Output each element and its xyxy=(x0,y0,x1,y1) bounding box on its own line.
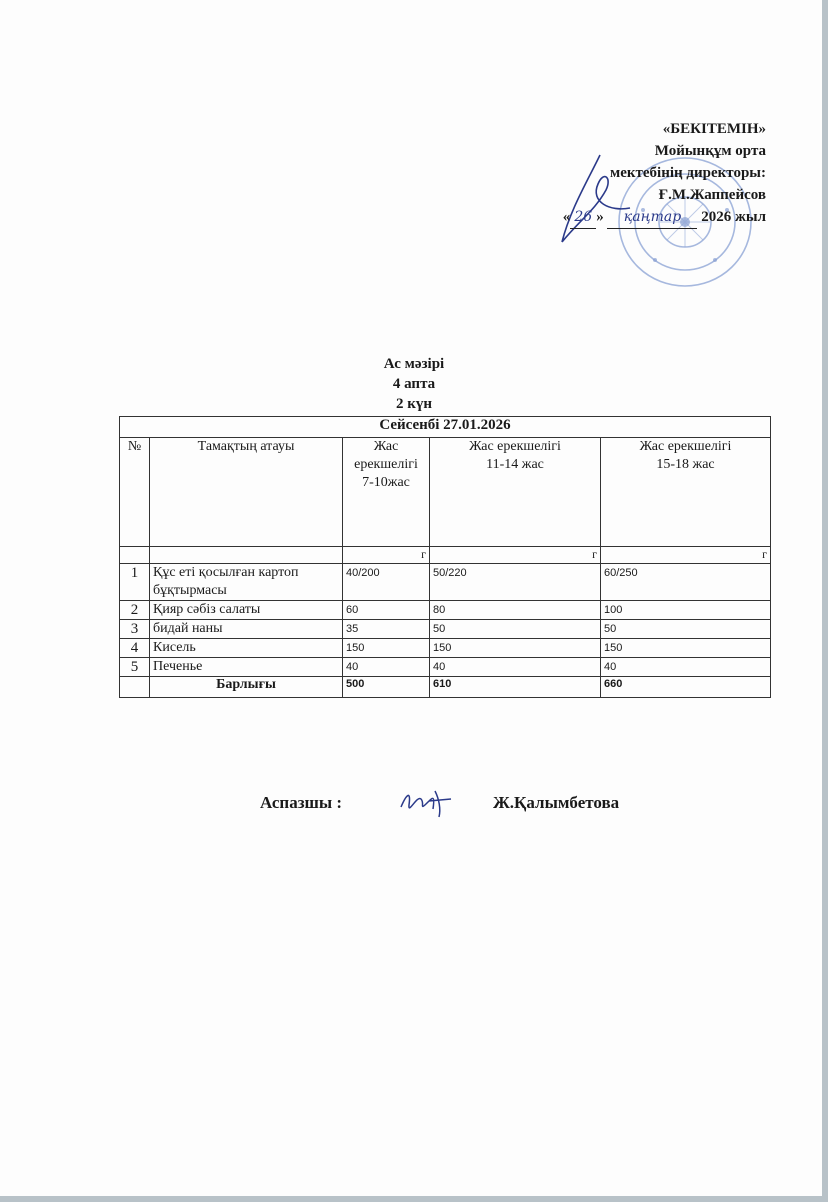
portion-15-18: 100 xyxy=(601,601,771,620)
portion-15-18: 50 xyxy=(601,620,771,639)
cook-signature-block xyxy=(0,785,828,825)
portion-7-10: 35 xyxy=(343,620,430,639)
dish-name: Печенье xyxy=(150,658,343,677)
total-label: Барлығы xyxy=(150,677,343,698)
approval-year: 2026 жыл xyxy=(701,209,766,225)
column-header-dish: Тамақтың атауы xyxy=(150,438,343,547)
portion-11-14: 40 xyxy=(430,658,601,677)
portion-15-18: 150 xyxy=(601,639,771,658)
row-number: 5 xyxy=(120,658,150,677)
approval-date xyxy=(563,206,766,229)
portion-15-18: 60/250 xyxy=(601,564,771,601)
portion-11-14: 50/220 xyxy=(430,564,601,601)
row-number: 1 xyxy=(120,564,150,601)
menu-title xyxy=(0,354,828,414)
close-quote: » xyxy=(596,209,604,225)
total-cell-empty xyxy=(120,677,150,698)
column-header-age-7-10 xyxy=(343,438,430,547)
total-15-18: 660 xyxy=(601,677,771,698)
approval-block xyxy=(563,118,766,229)
table-row xyxy=(120,601,771,620)
portion-11-14: 80 xyxy=(430,601,601,620)
header-line: ерекшелігі xyxy=(354,457,418,472)
unit-cell: г xyxy=(601,547,771,564)
portion-7-10: 60 xyxy=(343,601,430,620)
column-header-age-11-14 xyxy=(430,438,601,547)
table-row xyxy=(120,620,771,639)
total-11-14: 610 xyxy=(430,677,601,698)
title-line-1: Ас мәзірі xyxy=(383,356,445,372)
approval-line-school: Мойынқұм орта xyxy=(654,143,766,159)
approval-month: қаңтар xyxy=(607,206,697,229)
portion-11-14: 150 xyxy=(430,639,601,658)
row-number: 2 xyxy=(120,601,150,620)
approval-line-position: мектебінің директоры: xyxy=(609,165,766,181)
dish-name: Кисель xyxy=(150,639,343,658)
header-line: Жас ерекшелігі xyxy=(639,439,732,454)
table-row xyxy=(120,564,771,601)
unit-cell: г xyxy=(430,547,601,564)
unit-cell-empty xyxy=(150,547,343,564)
dish-name: Құс еті қосылған картоп бұқтырмасы xyxy=(150,564,343,601)
cook-signature xyxy=(395,785,455,819)
approval-day: 26 xyxy=(570,206,596,229)
dish-name: бидай наны xyxy=(150,620,343,639)
day-header: Сейсенбі 27.01.2026 xyxy=(120,417,771,438)
header-line: 11-14 жас xyxy=(486,457,544,472)
dish-name: Қияр сәбіз салаты xyxy=(150,601,343,620)
menu-table xyxy=(119,416,771,698)
unit-cell-empty xyxy=(120,547,150,564)
approval-heading: «БЕКІТЕМІН» xyxy=(662,121,766,137)
header-line: 7-10жас xyxy=(362,475,410,490)
portion-11-14: 50 xyxy=(430,620,601,639)
row-number: 3 xyxy=(120,620,150,639)
header-line: 15-18 жас xyxy=(656,457,715,472)
column-header-age-15-18 xyxy=(601,438,771,547)
total-7-10: 500 xyxy=(343,677,430,698)
table-row xyxy=(120,639,771,658)
header-line: Жас xyxy=(373,439,399,454)
portion-7-10: 40/200 xyxy=(343,564,430,601)
open-quote: « xyxy=(562,209,571,225)
portion-15-18: 40 xyxy=(601,658,771,677)
total-row xyxy=(120,677,771,698)
row-number: 4 xyxy=(120,639,150,658)
unit-row xyxy=(120,547,771,564)
cook-label: Аспазшы : xyxy=(260,793,343,812)
title-line-2: 4 апта xyxy=(392,376,436,392)
column-header-number: № xyxy=(120,438,150,547)
title-line-3: 2 күн xyxy=(395,396,433,412)
unit-cell: г xyxy=(343,547,430,564)
portion-7-10: 40 xyxy=(343,658,430,677)
cook-name: Ж.Қалымбетова xyxy=(493,793,620,812)
portion-7-10: 150 xyxy=(343,639,430,658)
header-line: Жас ерекшелігі xyxy=(469,439,561,454)
table-row xyxy=(120,658,771,677)
approval-director-name: Ғ.М.Жаппейсов xyxy=(658,187,766,203)
